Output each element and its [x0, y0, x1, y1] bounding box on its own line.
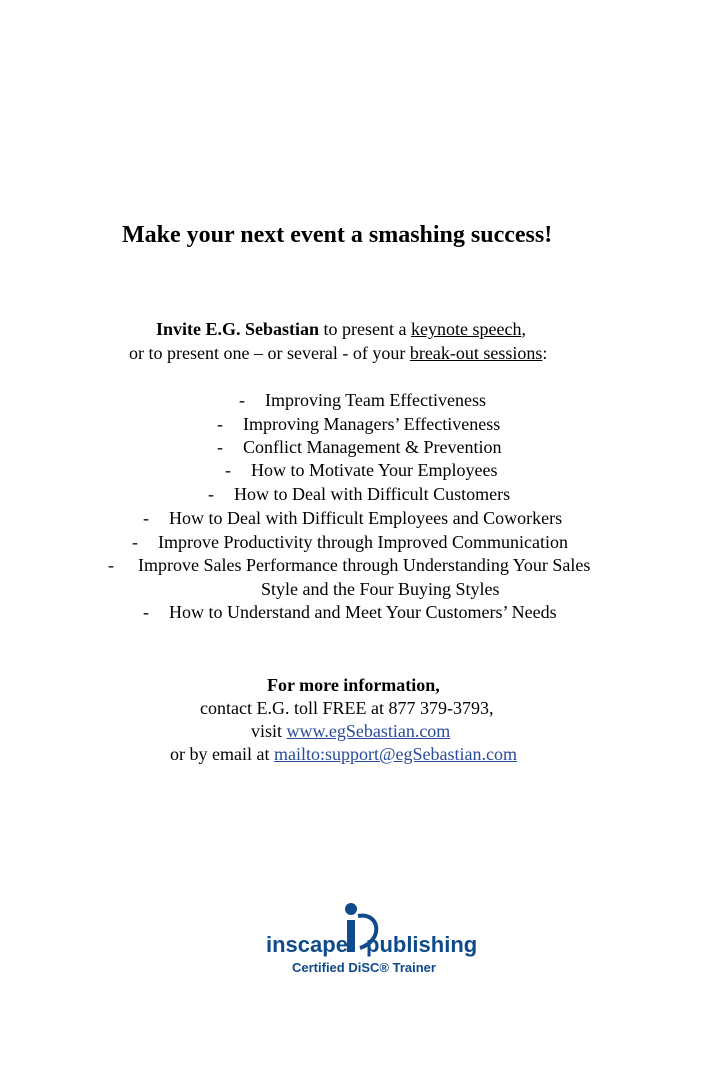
session-text: How to Deal with Difficult Customers: [234, 484, 511, 504]
email-label: or by email at: [170, 744, 274, 764]
headline: Make your next event a smashing success!: [122, 222, 553, 248]
session-item: [132, 531, 568, 553]
session-text: Improve Productivity through Improved Communication: [158, 532, 568, 552]
session-dash: -: [239, 390, 245, 410]
session-dash: -: [225, 460, 231, 480]
session-item: [217, 413, 500, 435]
session-item: [143, 507, 562, 529]
invite-line-2: [129, 342, 547, 364]
logo-subtitle: Certified DiSC® Trainer: [292, 960, 436, 975]
session-item: [108, 554, 590, 576]
session-item: [217, 436, 501, 458]
session-dash: -: [143, 602, 149, 622]
keynote-link[interactable]: keynote speech: [411, 319, 522, 339]
info-contact: contact E.G. toll FREE at 877 379-3793,: [200, 698, 494, 718]
session-item: [143, 601, 557, 623]
session-dash: -: [143, 508, 149, 528]
logo-word-publishing: publishing: [366, 932, 478, 957]
session-dash: -: [217, 414, 223, 434]
session-item: [239, 389, 486, 411]
invite-text: to present a: [319, 319, 411, 339]
session-text: How to Understand and Meet Your Customers’ Needs: [169, 602, 557, 622]
info-email: [170, 743, 517, 765]
invite-bold: Invite E.G. Sebastian: [156, 319, 320, 339]
session-dash: -: [132, 532, 138, 552]
invite-comma: ,: [521, 319, 526, 339]
session-dash: -: [108, 555, 114, 575]
info-visit: [251, 720, 450, 742]
invite-colon: :: [542, 343, 548, 363]
session-text: Conflict Management & Prevention: [243, 437, 502, 457]
session-item-continuation: [261, 578, 500, 600]
website-link[interactable]: www.egSebastian.com: [286, 721, 451, 741]
logo-word-inscape: inscape: [266, 932, 348, 957]
session-dash: -: [208, 484, 214, 504]
visit-label: visit: [251, 721, 287, 741]
inscape-publishing-logo: [262, 902, 478, 982]
session-item: [208, 483, 510, 505]
session-text: How to Motivate Your Employees: [251, 460, 498, 480]
info-heading: For more information,: [267, 675, 440, 695]
session-text: How to Deal with Difficult Employees and Coworkers: [169, 508, 563, 528]
breakout-link[interactable]: break-out sessions: [409, 343, 543, 363]
session-text: Improving Team Effectiveness: [265, 390, 487, 410]
session-dash: -: [217, 437, 223, 457]
session-text: Improve Sales Performance through Understanding Your Sales: [138, 555, 591, 575]
invite-line-1: [156, 318, 526, 340]
session-text: Improving Managers’ Effectiveness: [243, 414, 501, 434]
invite-line2-text: or to present one – or several - of your: [129, 343, 410, 363]
session-item: [225, 459, 498, 481]
email-link[interactable]: mailto:support@egSebastian.com: [273, 744, 518, 764]
session-text: Style and the Four Buying Styles: [261, 579, 500, 599]
